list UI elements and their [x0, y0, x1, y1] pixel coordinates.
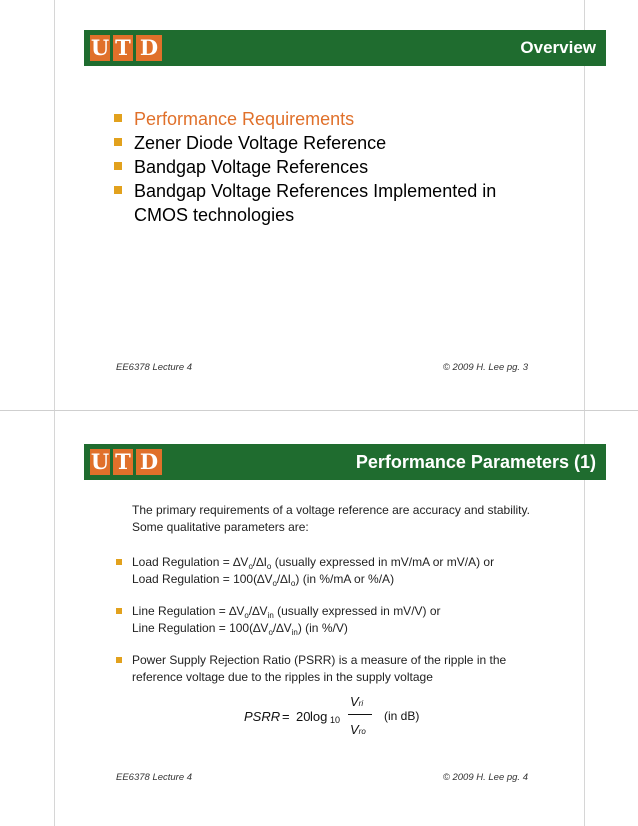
load-regulation-item	[132, 554, 552, 588]
page-divider	[0, 410, 638, 411]
formula-equals: =	[282, 709, 290, 724]
line-regulation-line-2: Line Regulation = $100(\Delta V_o/\Delta V_{in})$ (in %/V)	[132, 621, 348, 637]
logo-letter-t: T	[113, 35, 133, 61]
overview-bullet-list	[114, 107, 554, 227]
slide-header	[84, 30, 606, 66]
bullet-square-icon	[116, 559, 122, 565]
load-regulation-line-2: Load Regulation = $100(\Delta V_o/\Delta I_o)$ (in %/mA or %/A)	[132, 572, 395, 588]
formula-fraction-bar	[348, 714, 372, 715]
logo-letter-d: D	[136, 35, 162, 61]
slide-title: Overview	[520, 38, 596, 57]
footer-lecture: EE6378 Lecture 4	[116, 772, 193, 783]
logo-letter-d: D	[136, 449, 162, 475]
slide-performance-parameters	[54, 414, 596, 817]
psrr-formula	[244, 694, 484, 740]
bullet-square-icon	[114, 114, 122, 122]
load-regulation-line-1: Load Regulation = $\Delta V_o/\Delta I_o$ (usually expressed in mV/mA or mV/A) or	[132, 555, 495, 571]
formula-lhs: PSRR	[244, 709, 281, 724]
line-regulation-line-1: Line Regulation = $\Delta V_o/\Delta V_{in}$ (usually expressed in mV/V) or	[132, 604, 441, 620]
slide-title: Performance Parameters (1)	[355, 452, 596, 472]
intro-paragraph: The primary requirements of a voltage reference are accuracy and stability. Some qualitative parameters are:	[132, 503, 530, 534]
list-item	[114, 107, 554, 131]
utd-logo	[90, 35, 162, 61]
bullet-square-icon	[116, 608, 122, 614]
bullet-square-icon	[114, 186, 122, 194]
list-item	[114, 131, 554, 155]
formula-denominator: Vro	[350, 722, 366, 737]
formula-coefficient: 20	[296, 709, 311, 724]
bullet-text: Bandgap Voltage References Implemented in CMOS technologies	[134, 181, 497, 225]
logo-letter-u: U	[90, 35, 110, 60]
psrr-text: Power Supply Rejection Ratio (PSRR) is a measure of the ripple in the reference voltage due to the ripples in the supply voltage	[132, 653, 507, 684]
footer-copyright-page: © 2009 H. Lee pg. 3	[442, 362, 528, 373]
formula-numerator: Vri	[350, 694, 364, 709]
psrr-item	[132, 652, 552, 686]
logo-letter-t: T	[113, 449, 133, 475]
logo-letter-u: U	[90, 449, 110, 474]
footer-copyright-page: © 2009 H. Lee pg. 4	[442, 772, 528, 783]
bullet-text: Performance Requirements	[134, 109, 355, 129]
bullet-square-icon	[114, 162, 122, 170]
line-regulation-item	[132, 603, 552, 637]
formula-unit: (in dB)	[384, 709, 420, 723]
page-right-edge	[584, 0, 585, 826]
formula-log: log	[310, 709, 328, 724]
utd-logo	[90, 449, 162, 475]
list-item	[114, 155, 554, 179]
formula-log-base: 10	[330, 715, 341, 725]
slide-header	[84, 444, 606, 480]
footer-lecture: EE6378 Lecture 4	[116, 362, 193, 373]
bullet-square-icon	[116, 657, 122, 663]
slide-overview	[54, 0, 596, 403]
bullet-text: Zener Diode Voltage Reference	[134, 133, 387, 153]
list-item	[114, 179, 554, 227]
bullet-text: Bandgap Voltage References	[134, 157, 369, 177]
bullet-square-icon	[114, 138, 122, 146]
